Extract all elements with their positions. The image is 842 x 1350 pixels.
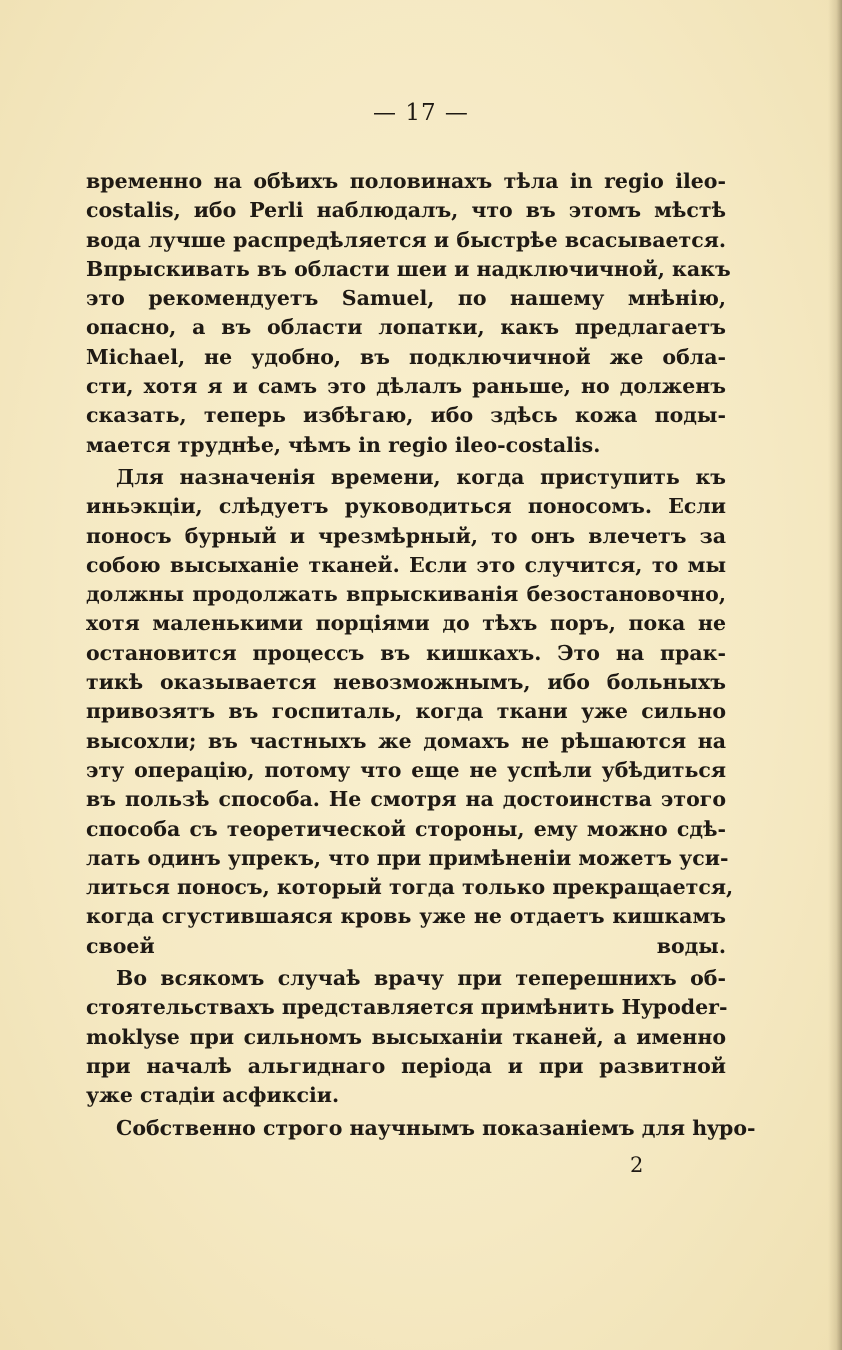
text-line: сказать, теперь избѣгаю, ибо здѣсь кожа поды- bbox=[86, 403, 726, 428]
text-line: тикѣ оказывается невозможнымъ, ибо больныхъ bbox=[86, 670, 726, 695]
text-line: лать одинъ упрекъ, что при примѣненіи можетъ уси- bbox=[86, 845, 729, 870]
paragraph-4 bbox=[86, 1114, 756, 1143]
paragraph-1 bbox=[86, 167, 731, 460]
text-line: Michael, не удобно, въ подключичной же обла- bbox=[86, 344, 726, 369]
text-line: остановится процессъ въ кишкахъ. Это на прак- bbox=[86, 640, 726, 665]
text-line: Впрыскивать въ области шеи и надключичной, какъ bbox=[86, 256, 731, 281]
text-line: эту операцію, потому что еще не успѣли убѣдиться bbox=[86, 757, 726, 782]
paragraph-2 bbox=[86, 463, 734, 961]
text-line: способа съ теоретической стороны, ему можно сдѣ- bbox=[86, 816, 726, 841]
page-edge-shadow bbox=[828, 0, 842, 1350]
text-line: moklyse при сильномъ высыханіи тканей, а именно bbox=[86, 1024, 726, 1049]
text-line: въ пользѣ способа. Не смотря на достоинства этого bbox=[86, 787, 726, 812]
text-line: уже стадіи асфиксіи. bbox=[86, 1083, 340, 1108]
text-line: опасно, а въ области лопатки, какъ предлагаетъ bbox=[86, 315, 726, 340]
text-line: собою высыханіе тканей. Если это случится, то мы bbox=[86, 552, 726, 577]
text-line: Для назначенія времени, когда приступить къ bbox=[116, 464, 726, 489]
text-line: когда сгустившаяся кровь уже не отдаетъ кишкамъ bbox=[86, 904, 726, 929]
text-line: мается труднѣе, чѣмъ in regio ileo-costalis. bbox=[86, 432, 601, 457]
text-line: это рекомендуетъ Samuel, по нашему мнѣнію, bbox=[86, 286, 726, 311]
text-line: литься поносъ, который тогда только прекращается, bbox=[86, 875, 734, 900]
text-line: Во всякомъ случаѣ врачу при теперешнихъ об- bbox=[116, 966, 726, 991]
text-line: стоятельствахъ представляется примѣнить Hypoder- bbox=[86, 995, 728, 1020]
paragraph-3 bbox=[86, 964, 726, 1110]
text-line: временно на обѣихъ половинахъ тѣла in regio ileo- bbox=[86, 169, 726, 193]
signature-mark: 2 bbox=[630, 1153, 644, 1177]
text-line: costalis, ибо Perli наблюдалъ, что въ этомъ мѣстѣ bbox=[86, 198, 726, 223]
text-line: сти, хотя я и самъ это дѣлалъ раньше, но долженъ bbox=[86, 374, 726, 399]
text-line: вода лучше распредѣляется и быстрѣе всасывается. bbox=[86, 227, 726, 252]
text-line: поносъ бурный и чрезмѣрный, то онъ влечетъ за bbox=[86, 523, 726, 548]
text-line: должны продолжать впрыскиванія безостановочно, bbox=[86, 582, 726, 607]
text-line: иньэкціи, слѣдуетъ руководиться поносомъ. Если bbox=[86, 494, 726, 519]
body-text bbox=[86, 167, 756, 1143]
text-line: высохли; въ частныхъ же домахъ не рѣшаются на bbox=[86, 728, 726, 753]
text-line: своей воды. bbox=[86, 933, 726, 958]
text-line: при началѣ альгиднаго періода и при развитной bbox=[86, 1053, 726, 1078]
text-line: привозятъ въ госпиталь, когда ткани уже сильно bbox=[86, 699, 726, 724]
text-line: Собственно строго научнымъ показаніемъ для hypo- bbox=[116, 1115, 756, 1140]
text-line: хотя маленькими порціями до тѣхъ поръ, пока не bbox=[86, 611, 726, 636]
page-number: — 17 — bbox=[373, 100, 469, 126]
